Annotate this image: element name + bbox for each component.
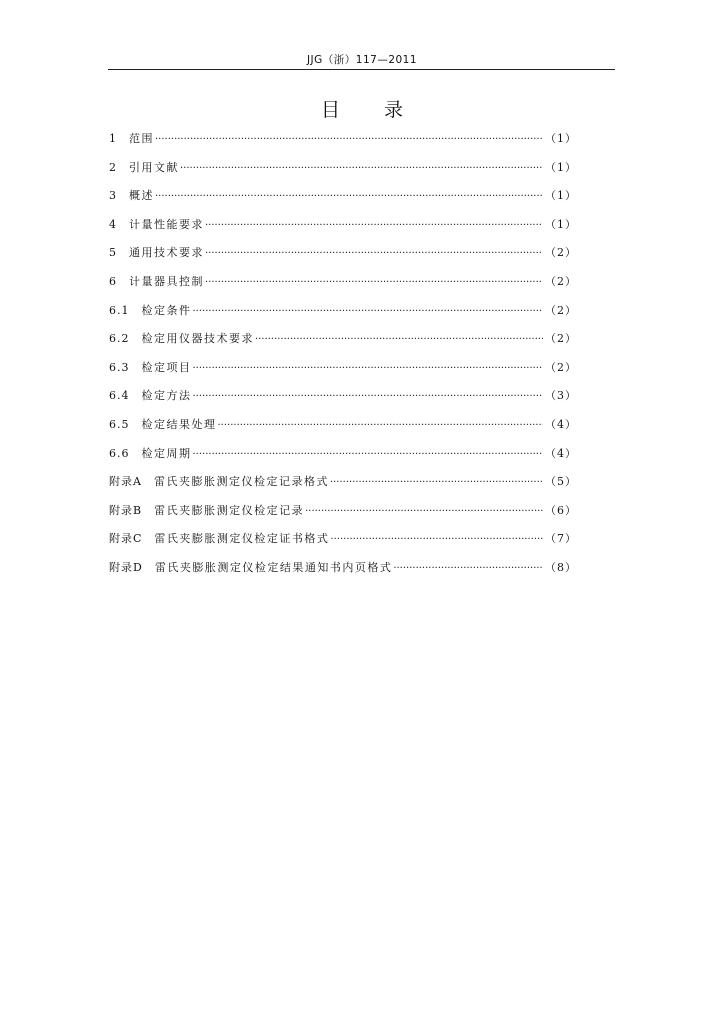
toc-entry[interactable] <box>109 530 577 559</box>
toc-leader-dots <box>155 191 543 202</box>
toc-entry-title: 概述 <box>129 189 154 203</box>
toc-entry-page: （5） <box>545 475 577 489</box>
toc-entry-page: （1） <box>545 217 577 231</box>
toc-entry-number: 4 <box>109 217 117 231</box>
toc-leader-dots <box>330 477 543 488</box>
toc-entry-number: 6.4 <box>109 389 130 403</box>
toc-entry-title: 范围 <box>129 132 154 145</box>
toc-entry[interactable] <box>109 187 577 216</box>
toc-entry-title: 检定条件 <box>141 303 192 317</box>
toc-entry[interactable] <box>109 302 577 331</box>
toc-entry[interactable] <box>109 387 577 416</box>
toc-entry-title: 计量器具控制 <box>129 274 204 288</box>
toc-entry-page: （1） <box>545 132 577 145</box>
toc-entry[interactable] <box>109 130 577 159</box>
toc-leader-dots <box>193 449 544 460</box>
toc-entry-page: （2） <box>545 303 577 317</box>
toc-leader-dots <box>193 391 544 402</box>
toc-entry-page: （1） <box>545 189 577 203</box>
toc-entry-page: （6） <box>545 503 577 517</box>
toc-leader-dots <box>205 248 543 259</box>
toc-entry-number: 6 <box>109 274 117 288</box>
toc-entry[interactable] <box>109 416 577 445</box>
header-rule <box>108 69 615 70</box>
toc-entry-number: 6.2 <box>109 332 130 346</box>
toc-entry[interactable] <box>109 216 577 245</box>
toc-entry-title: 检定用仪器技术要求 <box>141 332 254 346</box>
document-code-header: JJG（浙）117—2011 <box>306 54 418 66</box>
toc-entry-page: （2） <box>545 246 577 260</box>
page-title-char-1: 目 <box>320 99 340 121</box>
toc-entry[interactable] <box>109 159 577 188</box>
toc-leader-dots <box>305 506 543 517</box>
toc-leader-dots <box>155 134 543 145</box>
toc-entry-page: （3） <box>545 389 577 403</box>
table-of-contents <box>109 130 577 588</box>
toc-entry[interactable] <box>109 244 577 273</box>
toc-entry-title: 检定结果处理 <box>141 417 217 431</box>
toc-leader-dots <box>205 277 543 288</box>
toc-entry-number: 1 <box>109 132 117 145</box>
toc-entry-page: （2） <box>545 274 577 288</box>
toc-entry-title: 检定项目 <box>141 360 192 374</box>
toc-entry-number: 附录A <box>109 475 142 489</box>
toc-leader-dots <box>393 563 543 574</box>
toc-entry-number: 2 <box>109 160 117 174</box>
toc-leader-dots <box>218 420 544 431</box>
toc-entry[interactable] <box>109 359 577 388</box>
toc-entry-page: （1） <box>545 160 577 174</box>
page-title <box>0 95 724 122</box>
toc-leader-dots <box>193 306 544 317</box>
toc-leader-dots <box>180 163 543 174</box>
toc-entry-title: 通用技术要求 <box>129 246 204 260</box>
toc-entry-number: 6.6 <box>109 446 130 460</box>
toc-entry[interactable] <box>109 473 577 502</box>
toc-entry-number: 5 <box>109 246 117 260</box>
toc-leader-dots <box>255 334 543 345</box>
toc-entry-page: （7） <box>545 532 577 546</box>
toc-leader-dots <box>193 363 544 374</box>
toc-entry-page: （2） <box>545 360 577 374</box>
toc-entry-number: 附录C <box>109 532 143 546</box>
toc-entry-number: 6.1 <box>109 303 130 317</box>
toc-entry-number: 附录D <box>109 560 143 574</box>
toc-entry-title: 计量性能要求 <box>129 217 204 231</box>
toc-entry-number: 附录B <box>109 503 143 517</box>
toc-entry-title: 雷氏夹膨胀测定仪检定证书格式 <box>154 532 330 546</box>
toc-entry-page: （4） <box>545 417 577 431</box>
toc-entry-title: 雷氏夹膨胀测定仪检定记录格式 <box>153 475 329 489</box>
toc-entry-title: 检定周期 <box>141 446 192 460</box>
toc-entry-number: 3 <box>109 189 117 203</box>
toc-entry-title: 雷氏夹膨胀测定仪检定记录 <box>154 503 305 517</box>
toc-entry[interactable] <box>109 330 577 359</box>
toc-entry-page: （2） <box>545 332 577 346</box>
toc-entry[interactable] <box>109 559 577 588</box>
toc-entry[interactable] <box>109 502 577 531</box>
toc-entry-title: 雷氏夹膨胀测定仪检定结果通知书内页格式 <box>154 560 393 574</box>
toc-entry-number: 6.5 <box>109 417 130 431</box>
toc-entry-title: 引用文献 <box>129 160 179 174</box>
toc-entry-page: （4） <box>545 446 577 460</box>
toc-leader-dots <box>205 220 543 231</box>
toc-entry[interactable] <box>109 273 577 302</box>
toc-entry[interactable] <box>109 445 577 474</box>
toc-entry-page: （8） <box>545 560 577 574</box>
toc-entry-title: 检定方法 <box>141 389 192 403</box>
toc-leader-dots <box>330 534 543 545</box>
page-title-char-2: 录 <box>384 99 404 121</box>
toc-entry-number: 6.3 <box>109 360 130 374</box>
